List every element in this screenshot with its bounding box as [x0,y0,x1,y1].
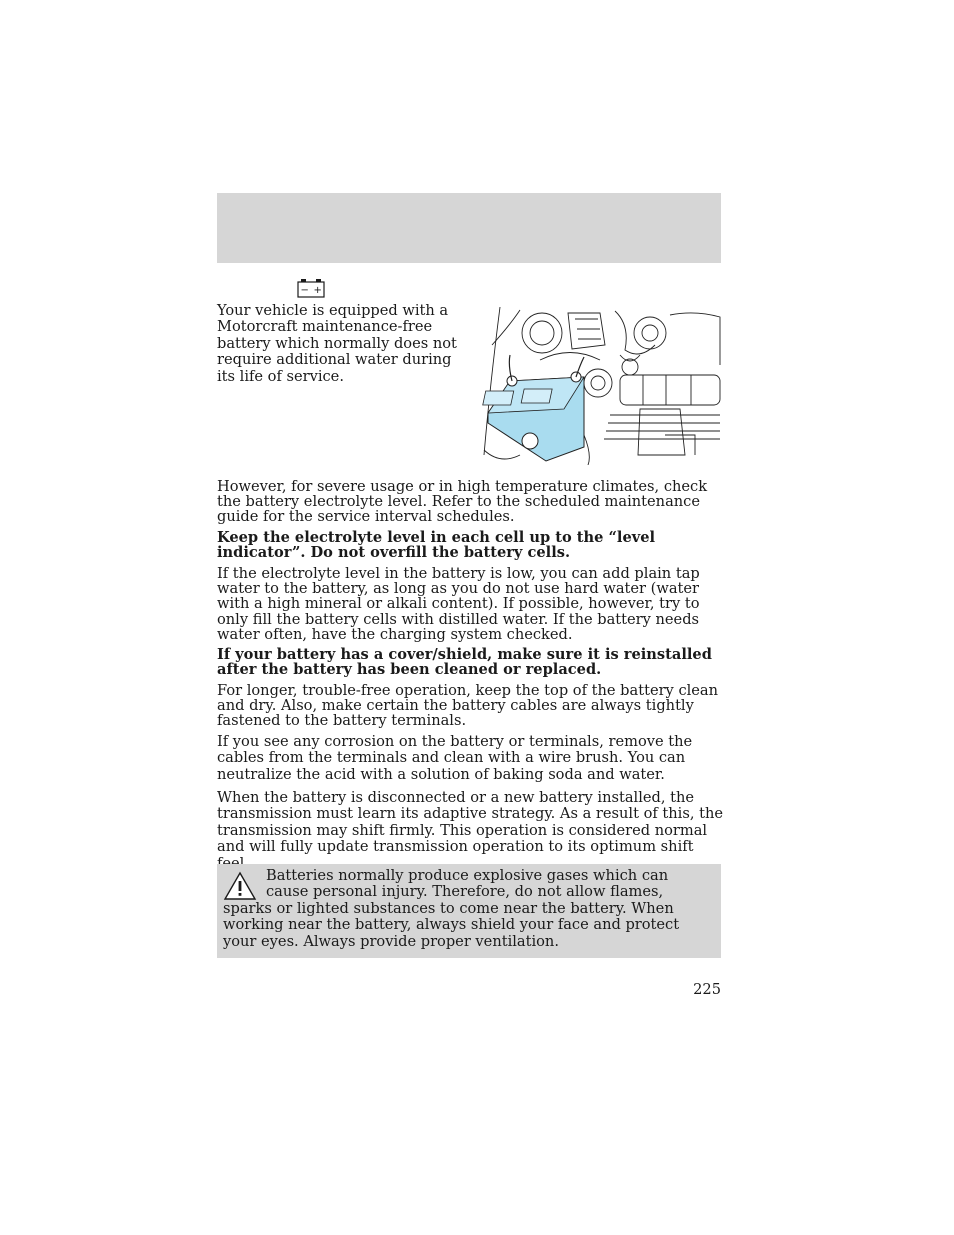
engine-compartment-battery-illustration [480,305,724,465]
paragraph-transmission: When the battery is disconnected or a new battery installed, the transmission must learn its adaptive strategy. As a result of this, the transmission may shift firmly. This operation is considered normal and will fully update transmission operation to its optimum shift [217,789,724,856]
paragraph-cover-shield-bold: If your battery has a cover/shield, make sure it is reinstalled after the battery has been cleaned or replaced. [217,646,712,679]
intro-text: Your vehicle is equipped with a Motorcraft maintenance-free battery which normally does not require additional water during its life of service. [217,302,457,385]
paragraph-severe-usage: However, for severe usage or in high temperature climates, check the battery electrolyte level. Refer to the scheduled maintenance guide for the service interval schedules. [217,478,708,526]
paragraph-add-water: If the electrolyte level in the battery is low, you can add plain tap water to the battery, as long as you do not use hard water (water with a high mineral or alkali content). If possible, however, try to only fill the battery cells with distilled water. If the battery needs water often, have the charging system checked. [217,565,700,643]
battery-icon [296,277,326,299]
paragraph-clean-dry: For longer, trouble-free operation, keep the top of the battery clean and dry. Also, make certain the battery cables are always tightly fastened to the battery terminals. [217,682,719,730]
warning-text: Batteries normally produce explosive gases which can cause personal injury. Therefore, do not allow flames, sparks or lighted substances to come near the battery. When working near the battery, always shield your face and protect your eyes. Always provide proper ventilation. [223,867,680,950]
header-band [217,193,721,263]
paragraph-corrosion: If you see any corrosion on the battery or terminals, remove the cables from the terminals and clean with a wire brush. You can neutralize the acid with a solution of baking soda and water. [217,733,693,783]
warning-box [217,864,721,958]
page-number: 225 [693,981,721,998]
battery-plus: + [313,285,322,296]
paragraph-electrolyte-level-bold: Keep the electrolyte level in each cell up to the “level indicator”. Do not overfill the battery cells. [217,529,656,562]
battery-minus: − [300,285,309,296]
